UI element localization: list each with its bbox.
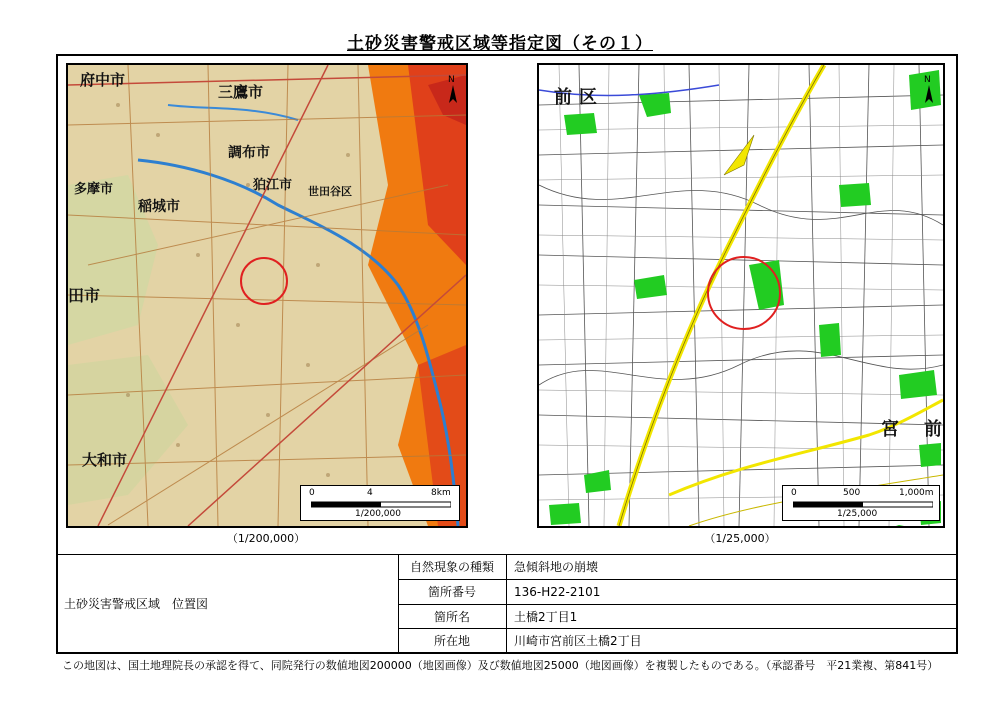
row-value-address: 川崎市宮前区土橋2丁目 [514,634,642,648]
place-label-komae: 狛江市 [253,178,293,193]
scale-bar: 0 500 1,000m 1/25,000 [782,485,940,521]
row-value-site-number: 136-H22-2101 [514,584,601,599]
overview-map-canvas [68,65,466,526]
north-arrow-icon: N [445,75,461,105]
place-label-machida: 田市 [68,286,101,305]
place-label-miya: 宮 [881,419,899,440]
place-label-mae: 前 [924,419,942,440]
overview-map[interactable] [66,63,468,528]
location-map-label: 土砂災害警戒区域 位置図 [64,597,209,611]
place-label-tama: 多摩市 [74,182,114,197]
place-label-ku: 区 [579,87,597,108]
row-label-address: 所在地 [433,634,470,648]
place-label-yamato: 大和市 [82,451,128,469]
row-label-site-name: 箇所名 [433,609,470,624]
place-label-inagi: 稲城市 [138,199,180,215]
row-value-site-name: 土橋2丁目1 [514,609,578,624]
row-value-phenomenon: 急傾斜地の崩壊 [514,560,599,574]
detail-map[interactable] [537,63,945,528]
row-label-phenomenon: 自然現象の種類 [409,560,494,574]
place-label-mitaka: 三鷹市 [218,83,264,101]
detail-scale-caption: （1/25,000） [704,532,776,545]
place-label-maeku-left: 前 [554,87,572,108]
north-arrow-icon: N [921,75,937,105]
place-label-fuchu: 府中市 [80,71,126,89]
overview-scale-caption: （1/200,000） [226,532,306,545]
place-label-chofu: 調布市 [228,145,270,161]
row-label-site-number: 箇所番号 [427,585,476,599]
page-title: 土砂災害警戒区域等指定図（その１） [347,34,653,54]
place-label-setagaya: 世田谷区 [308,185,352,198]
detail-map-canvas [539,65,943,526]
scale-bar: 0 4 8km 1/200,000 [300,485,460,521]
copyright-note: この地図は、国土地理院長の承認を得て、同院発行の数値地図200000（地図画像）及び数値地図25000（地図画像）を複製したものである。（承認番号 平21業複、第841号） [62,659,939,672]
